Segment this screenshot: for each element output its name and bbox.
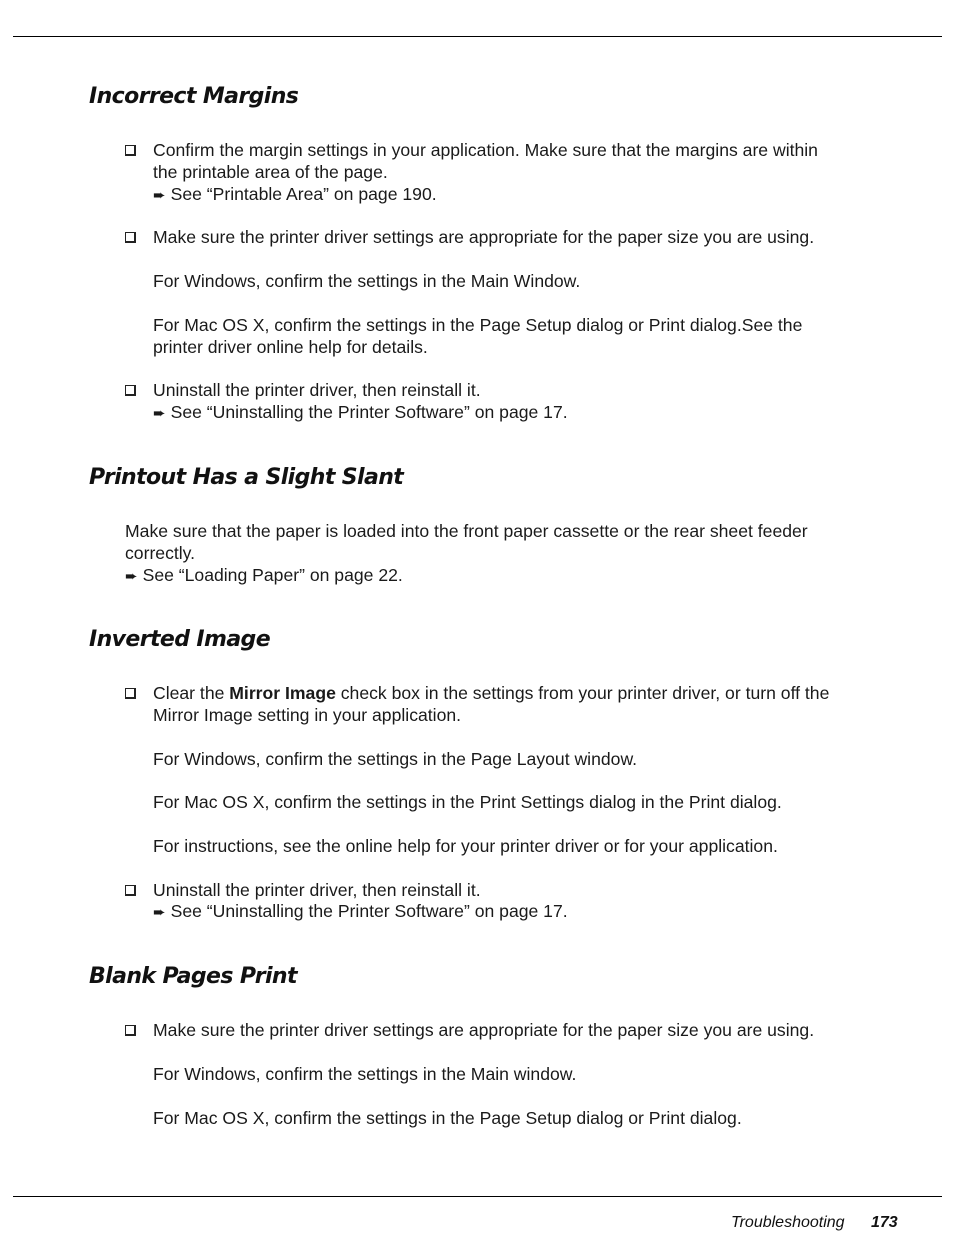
body-text: printer driver online help for details. <box>153 337 428 357</box>
cross-reference <box>153 401 568 425</box>
arrow-right-icon: ➨ <box>153 904 166 921</box>
text-span: check box in the settings from your printer driver, or turn off the <box>335 683 830 703</box>
heading-inverted-image: Inverted Image <box>89 627 271 652</box>
cross-reference <box>125 564 403 588</box>
checkbox-bullet-icon <box>125 885 136 896</box>
body-text: Confirm the margin settings in your application. Make sure that the margins are within <box>153 140 818 160</box>
header-rule <box>13 36 942 37</box>
body-text: For Mac OS X, confirm the settings in the Page Setup dialog or Print dialog. <box>153 1108 742 1128</box>
cross-reference <box>153 900 568 924</box>
mirror-image-option-name: Mirror Image <box>229 683 336 703</box>
body-text: For Mac OS X, confirm the settings in the Page Setup dialog or Print dialog.See the <box>153 315 803 335</box>
body-text: Uninstall the printer driver, then reinstall it. <box>153 380 481 400</box>
cross-reference <box>153 183 437 207</box>
checkbox-bullet-icon <box>125 688 136 699</box>
arrow-right-icon: ➨ <box>153 405 166 422</box>
checkbox-bullet-icon <box>125 1025 136 1036</box>
footer-chapter-title: Troubleshooting <box>731 1214 845 1231</box>
checkbox-bullet-icon <box>125 145 136 156</box>
body-text: For Windows, confirm the settings in the Main Window. <box>153 271 581 291</box>
body-text: Make sure the printer driver settings are appropriate for the paper size you are using. <box>153 1020 815 1040</box>
footer-rule <box>13 1196 942 1197</box>
body-text: For Mac OS X, confirm the settings in the Print Settings dialog in the Print dialog. <box>153 792 782 812</box>
arrow-right-icon: ➨ <box>153 187 166 204</box>
body-text: Mirror Image setting in your application. <box>153 705 462 725</box>
text-span: Clear the <box>153 683 230 703</box>
body-text: Make sure that the paper is loaded into the front paper cassette or the rear sheet feeder <box>125 521 808 541</box>
checkbox-bullet-icon <box>125 232 136 243</box>
cross-reference-text: See “Printable Area” on page 190. <box>170 184 437 204</box>
cross-reference-text: See “Uninstalling the Printer Software” on page 17. <box>170 901 568 921</box>
cross-reference-text: See “Uninstalling the Printer Software” on page 17. <box>170 402 568 422</box>
body-text: Make sure the printer driver settings are appropriate for the paper size you are using. <box>153 227 815 247</box>
body-text: For Windows, confirm the settings in the Page Layout window. <box>153 749 638 769</box>
heading-printout-slant: Printout Has a Slight Slant <box>89 465 404 490</box>
body-text: the printable area of the page. <box>153 162 388 182</box>
checkbox-bullet-icon <box>125 385 136 396</box>
body-text <box>153 682 829 704</box>
body-text: Uninstall the printer driver, then reinstall it. <box>153 880 481 900</box>
arrow-right-icon: ➨ <box>125 568 138 585</box>
body-text: For instructions, see the online help for your printer driver or for your application. <box>153 836 778 856</box>
footer-page-number: 173 <box>871 1214 898 1231</box>
cross-reference-text: See “Loading Paper” on page 22. <box>142 565 403 585</box>
body-text: correctly. <box>125 543 196 563</box>
body-text: For Windows, confirm the settings in the Main window. <box>153 1064 577 1084</box>
heading-incorrect-margins: Incorrect Margins <box>89 84 299 109</box>
heading-blank-pages-print: Blank Pages Print <box>89 964 297 989</box>
